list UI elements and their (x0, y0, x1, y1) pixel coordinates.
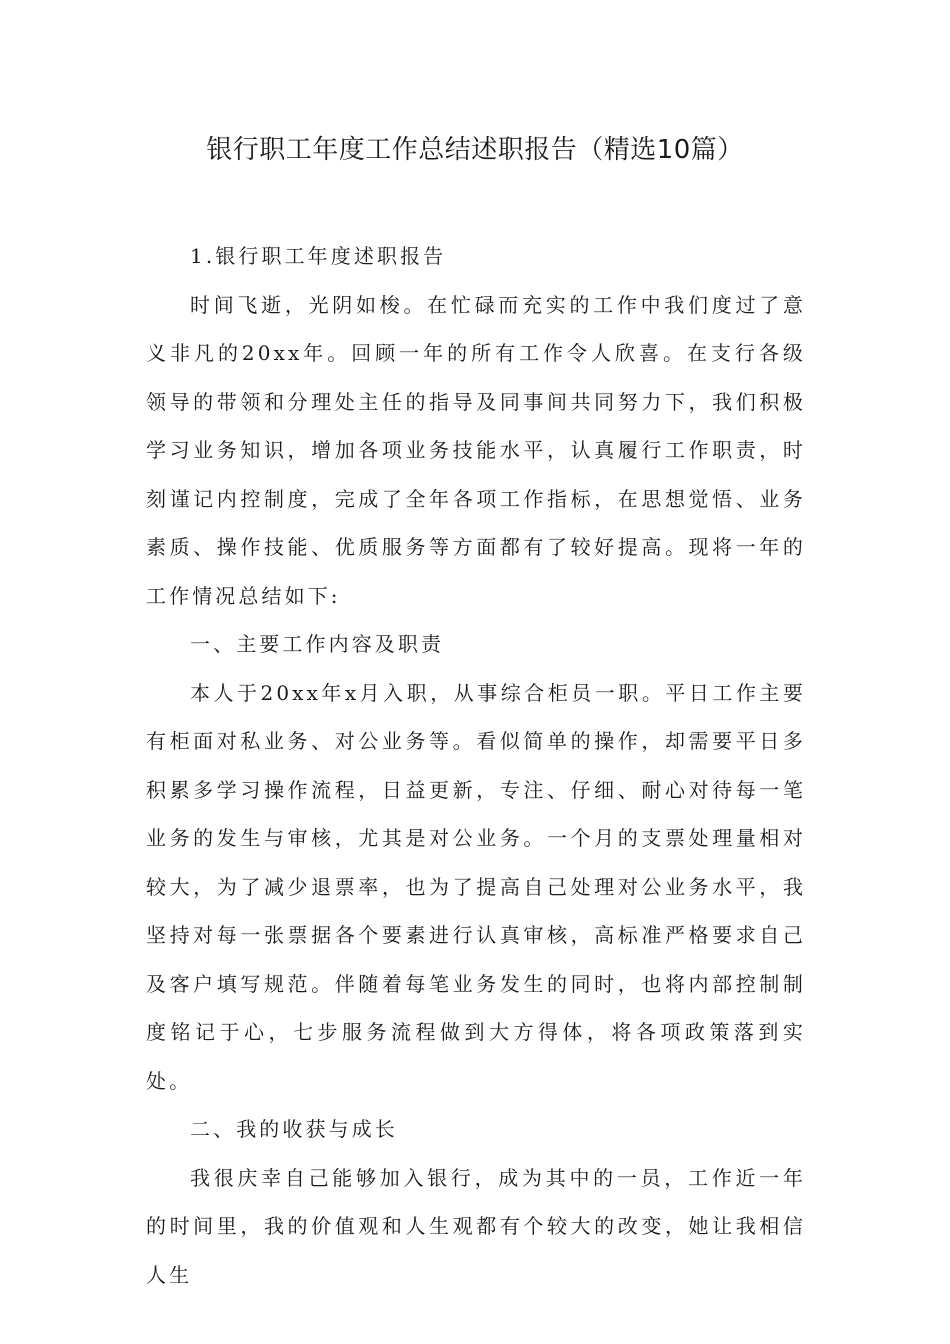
document-body (146, 232, 806, 1299)
paragraph-duties: 本人于20xx年x月入职，从事综合柜员一职。平日工作主要有柜面对私业务、对公业务等。看似简单的操作，却需要平日多积累多学习操作流程，日益更新，专注、仔细、耐心对待每一笔业务的发生与审核，尤其是对公业务。一个月的支票处理量相对较大，为了减少退票率，也为了提高自己处理对公业务水平，我坚持对每一张票据各个要素进行认真审核，高标准严格要求自己及客户填写规范。伴随着每笔业务发生的同时，也将内部控制制度铭记于心，七步服务流程做到大方得体，将各项政策落到实处。 (146, 680, 806, 1093)
paragraph-growth: 我很庆幸自己能够加入银行，成为其中的一员，工作近一年的时间里，我的价值观和人生观都有个较大的改变，她让我相信人生 (146, 1165, 806, 1287)
section-heading-1: 1.银行职工年度述职报告 (190, 244, 447, 268)
section-heading-main-duties: 一、主要工作内容及职责 (190, 632, 445, 656)
section-heading-growth: 二、我的收获与成长 (190, 1117, 398, 1141)
paragraph-intro: 时间飞逝，光阴如梭。在忙碌而充实的工作中我们度过了意义非凡的20xx年。回顾一年的所有工作令人欣喜。在支行各级领导的带领和分理处主任的指导及同事间共同努力下，我们积极学习业务知识，增加各项业务技能水平，认真履行工作职责，时刻谨记内控制度，完成了全年各项工作指标，在思想觉悟、业务素质、操作技能、优质服务等方面都有了较好提高。现将一年的工作情况总结如下: (146, 292, 806, 608)
document-title: 银行职工年度工作总结述职报告（精选10篇） (206, 135, 744, 165)
